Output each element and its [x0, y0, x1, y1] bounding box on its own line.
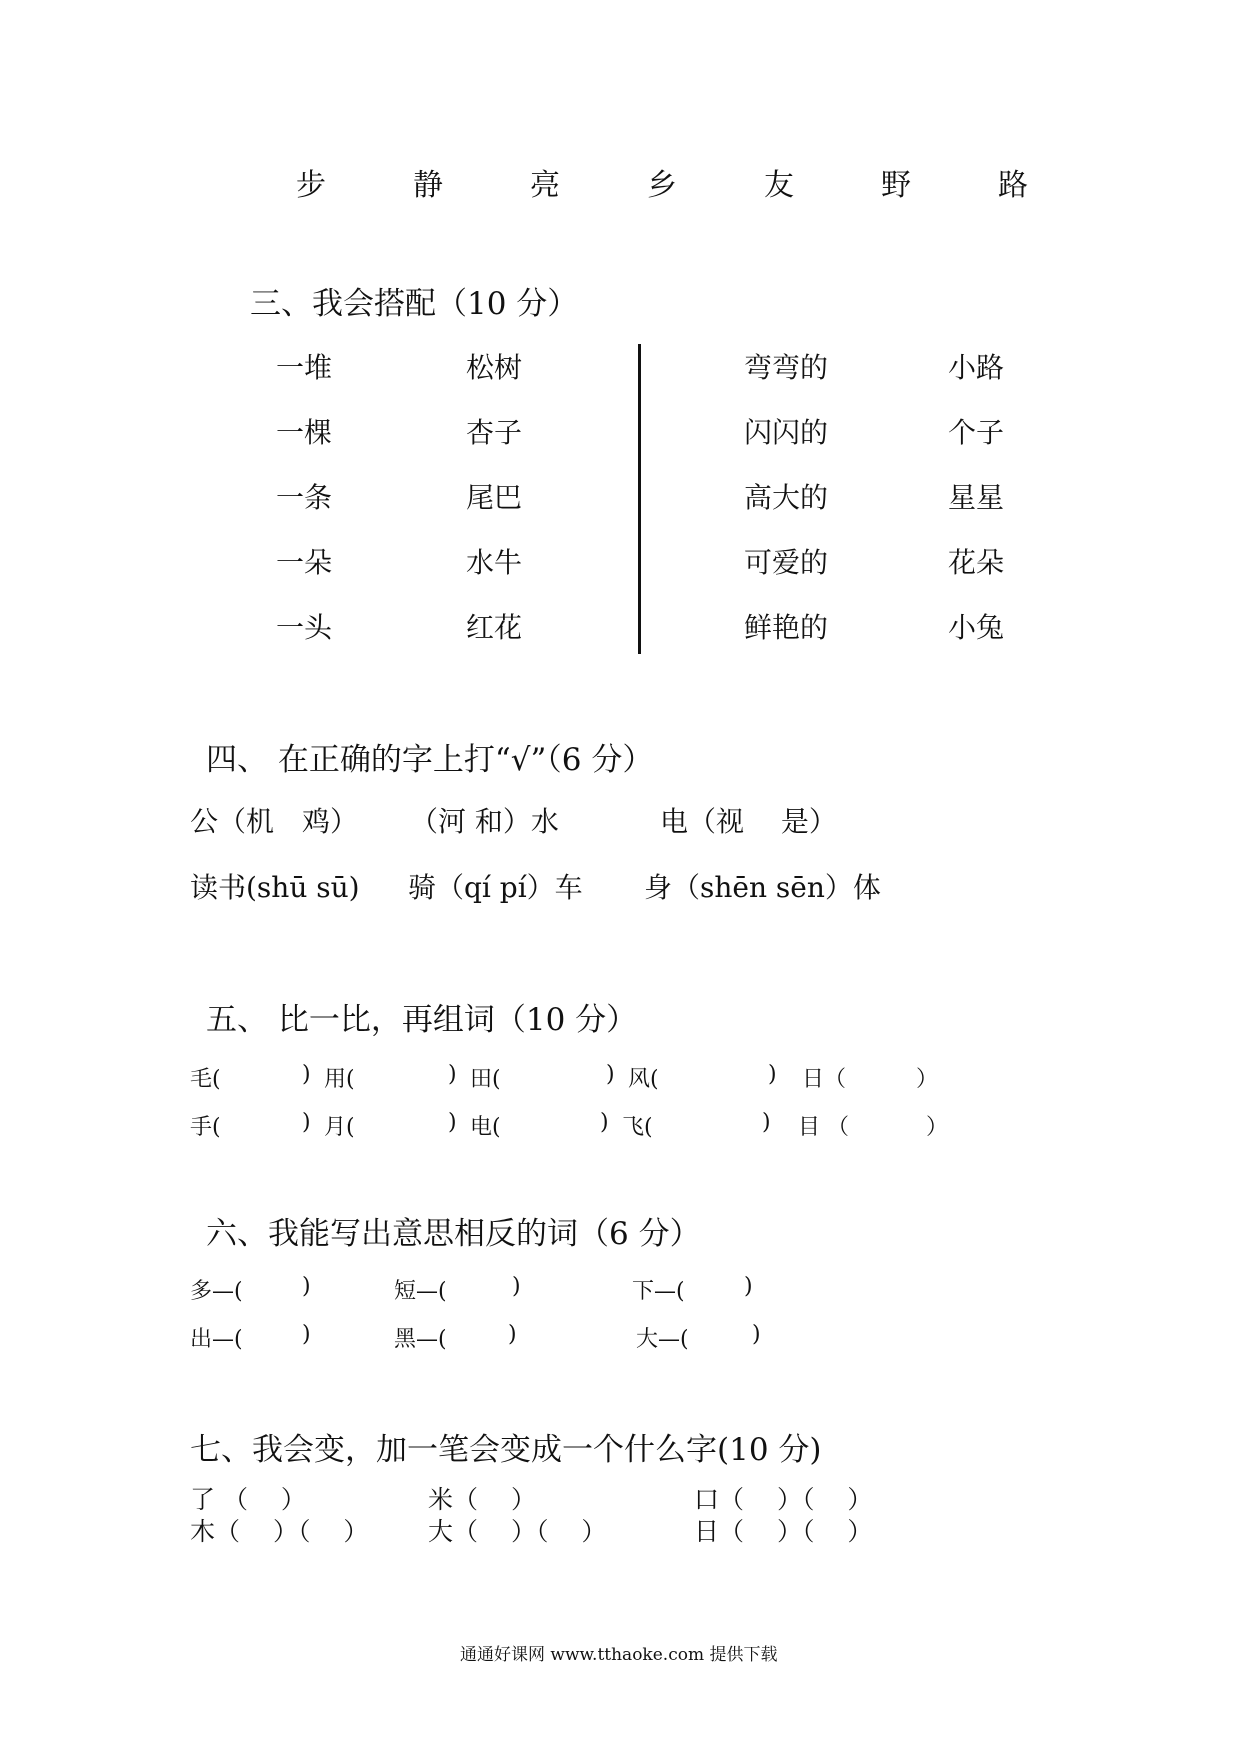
blank-item: 了 （ ）	[190, 1485, 306, 1514]
match-item: 一堆	[276, 351, 333, 384]
section-title: 五、 比一比，再组词（10 分）	[206, 1002, 638, 1038]
match-item: 小兔	[948, 611, 1005, 644]
blank-item: ）	[916, 1067, 939, 1092]
section-title: 三、我会搭配（10 分）	[250, 286, 579, 322]
match-item: 一条	[276, 481, 333, 514]
blank-item: 出—(	[190, 1327, 243, 1352]
blank-item: 口（ ）（ ）	[694, 1485, 873, 1514]
blank-item: 毛(	[190, 1067, 221, 1092]
blank-item: )	[768, 1062, 777, 1087]
top-char: 乡	[647, 168, 677, 203]
top-char: 步	[296, 168, 326, 203]
top-char: 路	[998, 168, 1028, 203]
question-item: 骑（qí pí）车	[408, 871, 583, 904]
blank-item: 下—(	[632, 1279, 685, 1304]
blank-item: 用(	[324, 1067, 355, 1092]
blank-item: )	[448, 1110, 457, 1135]
blank-item: 大（ ）（ ）	[428, 1517, 607, 1546]
blank-item: )	[302, 1110, 311, 1135]
top-char: 野	[881, 168, 911, 203]
blank-item: )	[448, 1062, 457, 1087]
top-char: 友	[764, 168, 794, 203]
blank-item: 日（ ）（ ）	[694, 1517, 873, 1546]
match-item: 可爱的	[744, 546, 829, 579]
match-item: 一棵	[276, 416, 333, 449]
blank-item: )	[302, 1062, 311, 1087]
match-item: 星星	[948, 481, 1005, 514]
blank-item: 大—(	[636, 1327, 689, 1352]
blank-item: 飞(	[622, 1115, 653, 1140]
blank-item: 黑—(	[394, 1327, 447, 1352]
match-item: 红花	[466, 611, 523, 644]
blank-item: )	[302, 1274, 311, 1299]
match-item: 杏子	[466, 416, 523, 449]
blank-item: 田(	[470, 1067, 501, 1092]
blank-item: )	[744, 1274, 753, 1299]
match-item: 尾巴	[466, 481, 523, 514]
match-item: 小路	[948, 351, 1005, 384]
match-item: 松树	[466, 351, 523, 384]
match-item: 一头	[276, 611, 333, 644]
section-title: 六、我能写出意思相反的词（6 分）	[206, 1216, 701, 1252]
blank-item: 手(	[190, 1115, 221, 1140]
match-item: 弯弯的	[744, 351, 829, 384]
question-item: 电（视 是）	[660, 805, 837, 838]
match-item: 一朵	[276, 546, 333, 579]
page-footer: 通通好课网 www.tthaoke.com 提供下载	[460, 1645, 778, 1665]
match-item: 水牛	[466, 546, 523, 579]
blank-item: 月(	[324, 1115, 355, 1140]
question-item: 身（shēn sēn）体	[644, 871, 881, 904]
blank-item: 电(	[470, 1115, 501, 1140]
column-divider	[638, 344, 641, 654]
blank-item: 日（	[802, 1067, 847, 1092]
blank-item: 短—(	[394, 1279, 447, 1304]
blank-item: 风(	[628, 1067, 659, 1092]
top-char: 亮	[530, 168, 560, 203]
blank-item: )	[762, 1110, 771, 1135]
question-item: 读书(shū sū)	[190, 871, 360, 904]
section-title: 四、 在正确的字上打“√”（6 分）	[206, 742, 654, 778]
blank-item: ）	[926, 1115, 949, 1140]
blank-item: )	[600, 1110, 609, 1135]
match-item: 高大的	[744, 481, 829, 514]
match-item: 闪闪的	[744, 416, 829, 449]
blank-item: )	[752, 1322, 761, 1347]
blank-item: 多—(	[190, 1279, 243, 1304]
blank-item: 木（ ）（ ）	[190, 1517, 369, 1546]
blank-item: )	[606, 1062, 615, 1087]
match-item: 鲜艳的	[744, 611, 829, 644]
blank-item: 目 （	[798, 1115, 849, 1140]
match-item: 花朵	[948, 546, 1005, 579]
blank-item: 米（ ）	[428, 1485, 536, 1514]
blank-item: )	[512, 1274, 521, 1299]
top-char: 静	[413, 168, 443, 203]
blank-item: )	[508, 1322, 517, 1347]
question-item: （河 和）水	[410, 805, 559, 838]
section-title: 七、我会变，加一笔会变成一个什么字(10 分)	[190, 1432, 822, 1468]
question-item: 公（机 鸡）	[190, 805, 359, 838]
blank-item: )	[302, 1322, 311, 1347]
match-item: 个子	[948, 416, 1005, 449]
